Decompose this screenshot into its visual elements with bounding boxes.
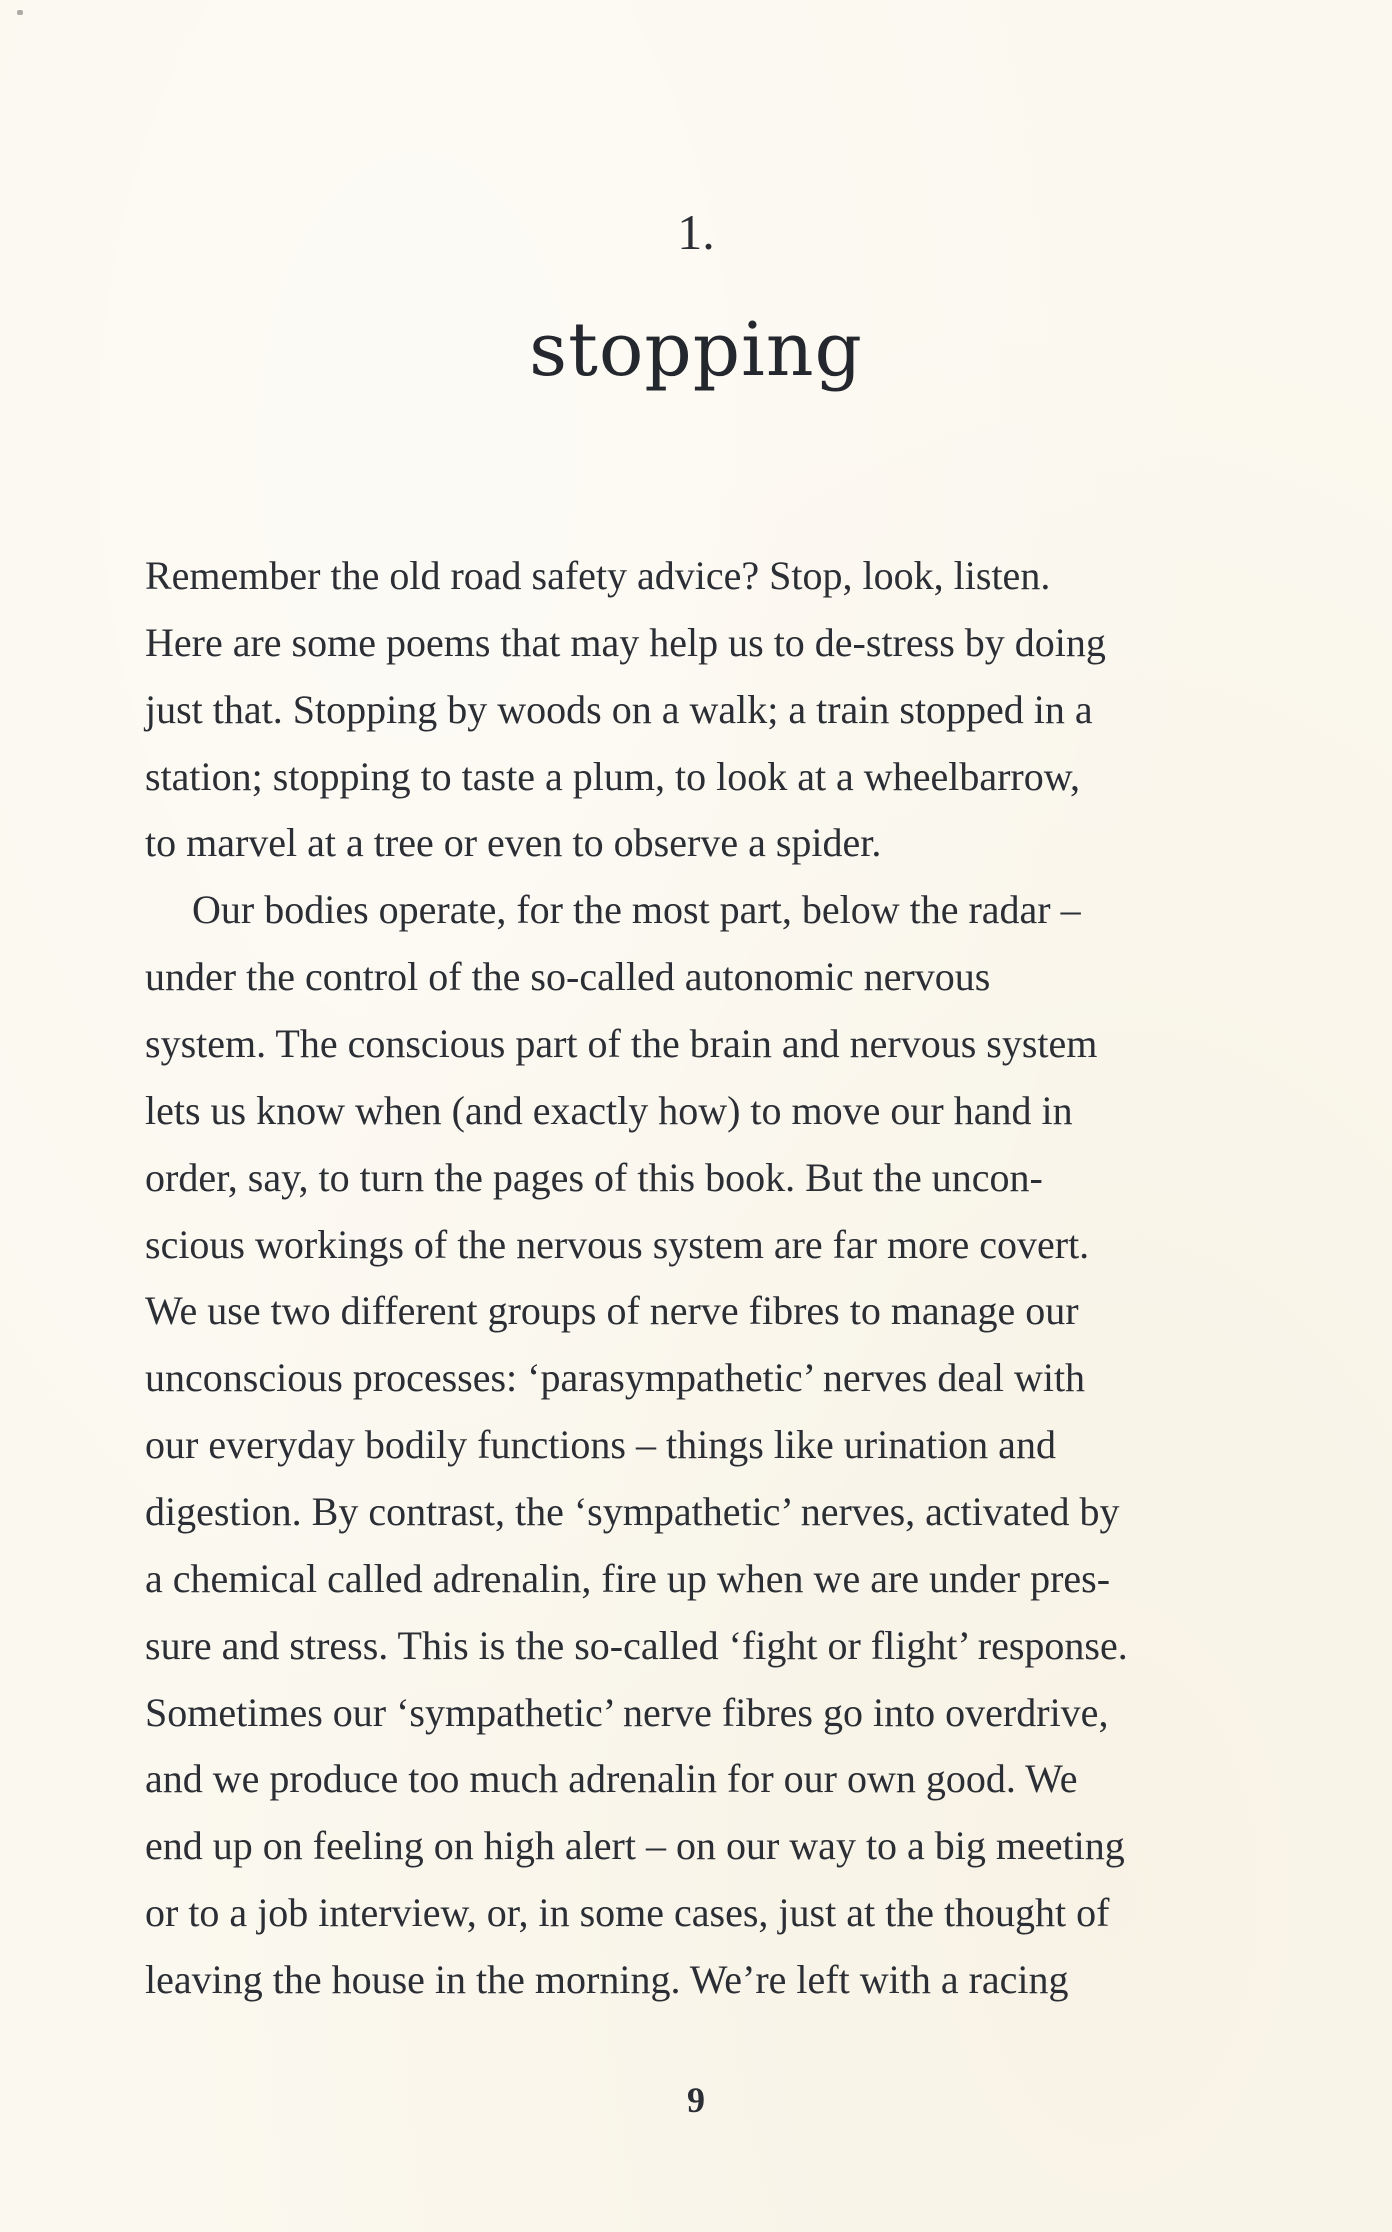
- text-line: Sometimes our ‘sympathetic’ nerve fibres go into overdrive,: [145, 1689, 1109, 1735]
- body-text: [145, 543, 1257, 2014]
- text-line: to marvel at a tree or even to observe a spider.: [145, 820, 882, 866]
- paragraph-1: [145, 543, 1257, 877]
- text-line: leaving the house in the morning. We’re left with a racing: [145, 1957, 1069, 2003]
- chapter-number: 1.: [677, 204, 715, 260]
- text-line: digestion. By contrast, the ‘sympathetic’ nerves, activated by: [145, 1489, 1120, 1535]
- text-line: under the control of the so-called autonomic nervous: [145, 954, 991, 1000]
- paper-speck: [17, 10, 23, 15]
- text-line: Our bodies operate, for the most part, below the radar –: [192, 887, 1081, 933]
- text-line: We use two different groups of nerve fibres to manage our: [145, 1288, 1079, 1334]
- text-line: station; stopping to taste a plum, to look at a wheelbarrow,: [145, 753, 1080, 799]
- text-line: system. The conscious part of the brain and nervous system: [145, 1021, 1098, 1067]
- text-line: unconscious processes: ‘parasympathetic’ nerves deal with: [145, 1355, 1086, 1401]
- text-line: sure and stress. This is the so-called ‘fight or flight’ response.: [145, 1622, 1128, 1668]
- text-line: order, say, to turn the pages of this book. But the uncon-: [145, 1154, 1043, 1200]
- text-line: end up on feeling on high alert – on our way to a big meeting: [145, 1823, 1125, 1869]
- chapter-title: stopping: [529, 307, 863, 393]
- paragraph-2: [145, 877, 1257, 2014]
- text-line: our everyday bodily functions – things like urination and: [145, 1422, 1056, 1468]
- text-line: Remember the old road safety advice? Stop, look, listen.: [145, 553, 1051, 598]
- text-line: scious workings of the nervous system are far more covert.: [145, 1221, 1090, 1267]
- text-line: a chemical called adrenalin, fire up when we are under pres-: [145, 1555, 1111, 1601]
- text-line: just that. Stopping by woods on a walk; a train stopped in a: [145, 686, 1093, 732]
- text-line: Here are some poems that may help us to de-stress by doing: [145, 619, 1106, 665]
- text-line: and we produce too much adrenalin for our own good. We: [145, 1756, 1078, 1802]
- page-number: 9: [687, 2080, 705, 2120]
- text-line: or to a job interview, or, in some cases, just at the thought of: [145, 1890, 1110, 1936]
- text-line: lets us know when (and exactly how) to move our hand in: [145, 1087, 1073, 1133]
